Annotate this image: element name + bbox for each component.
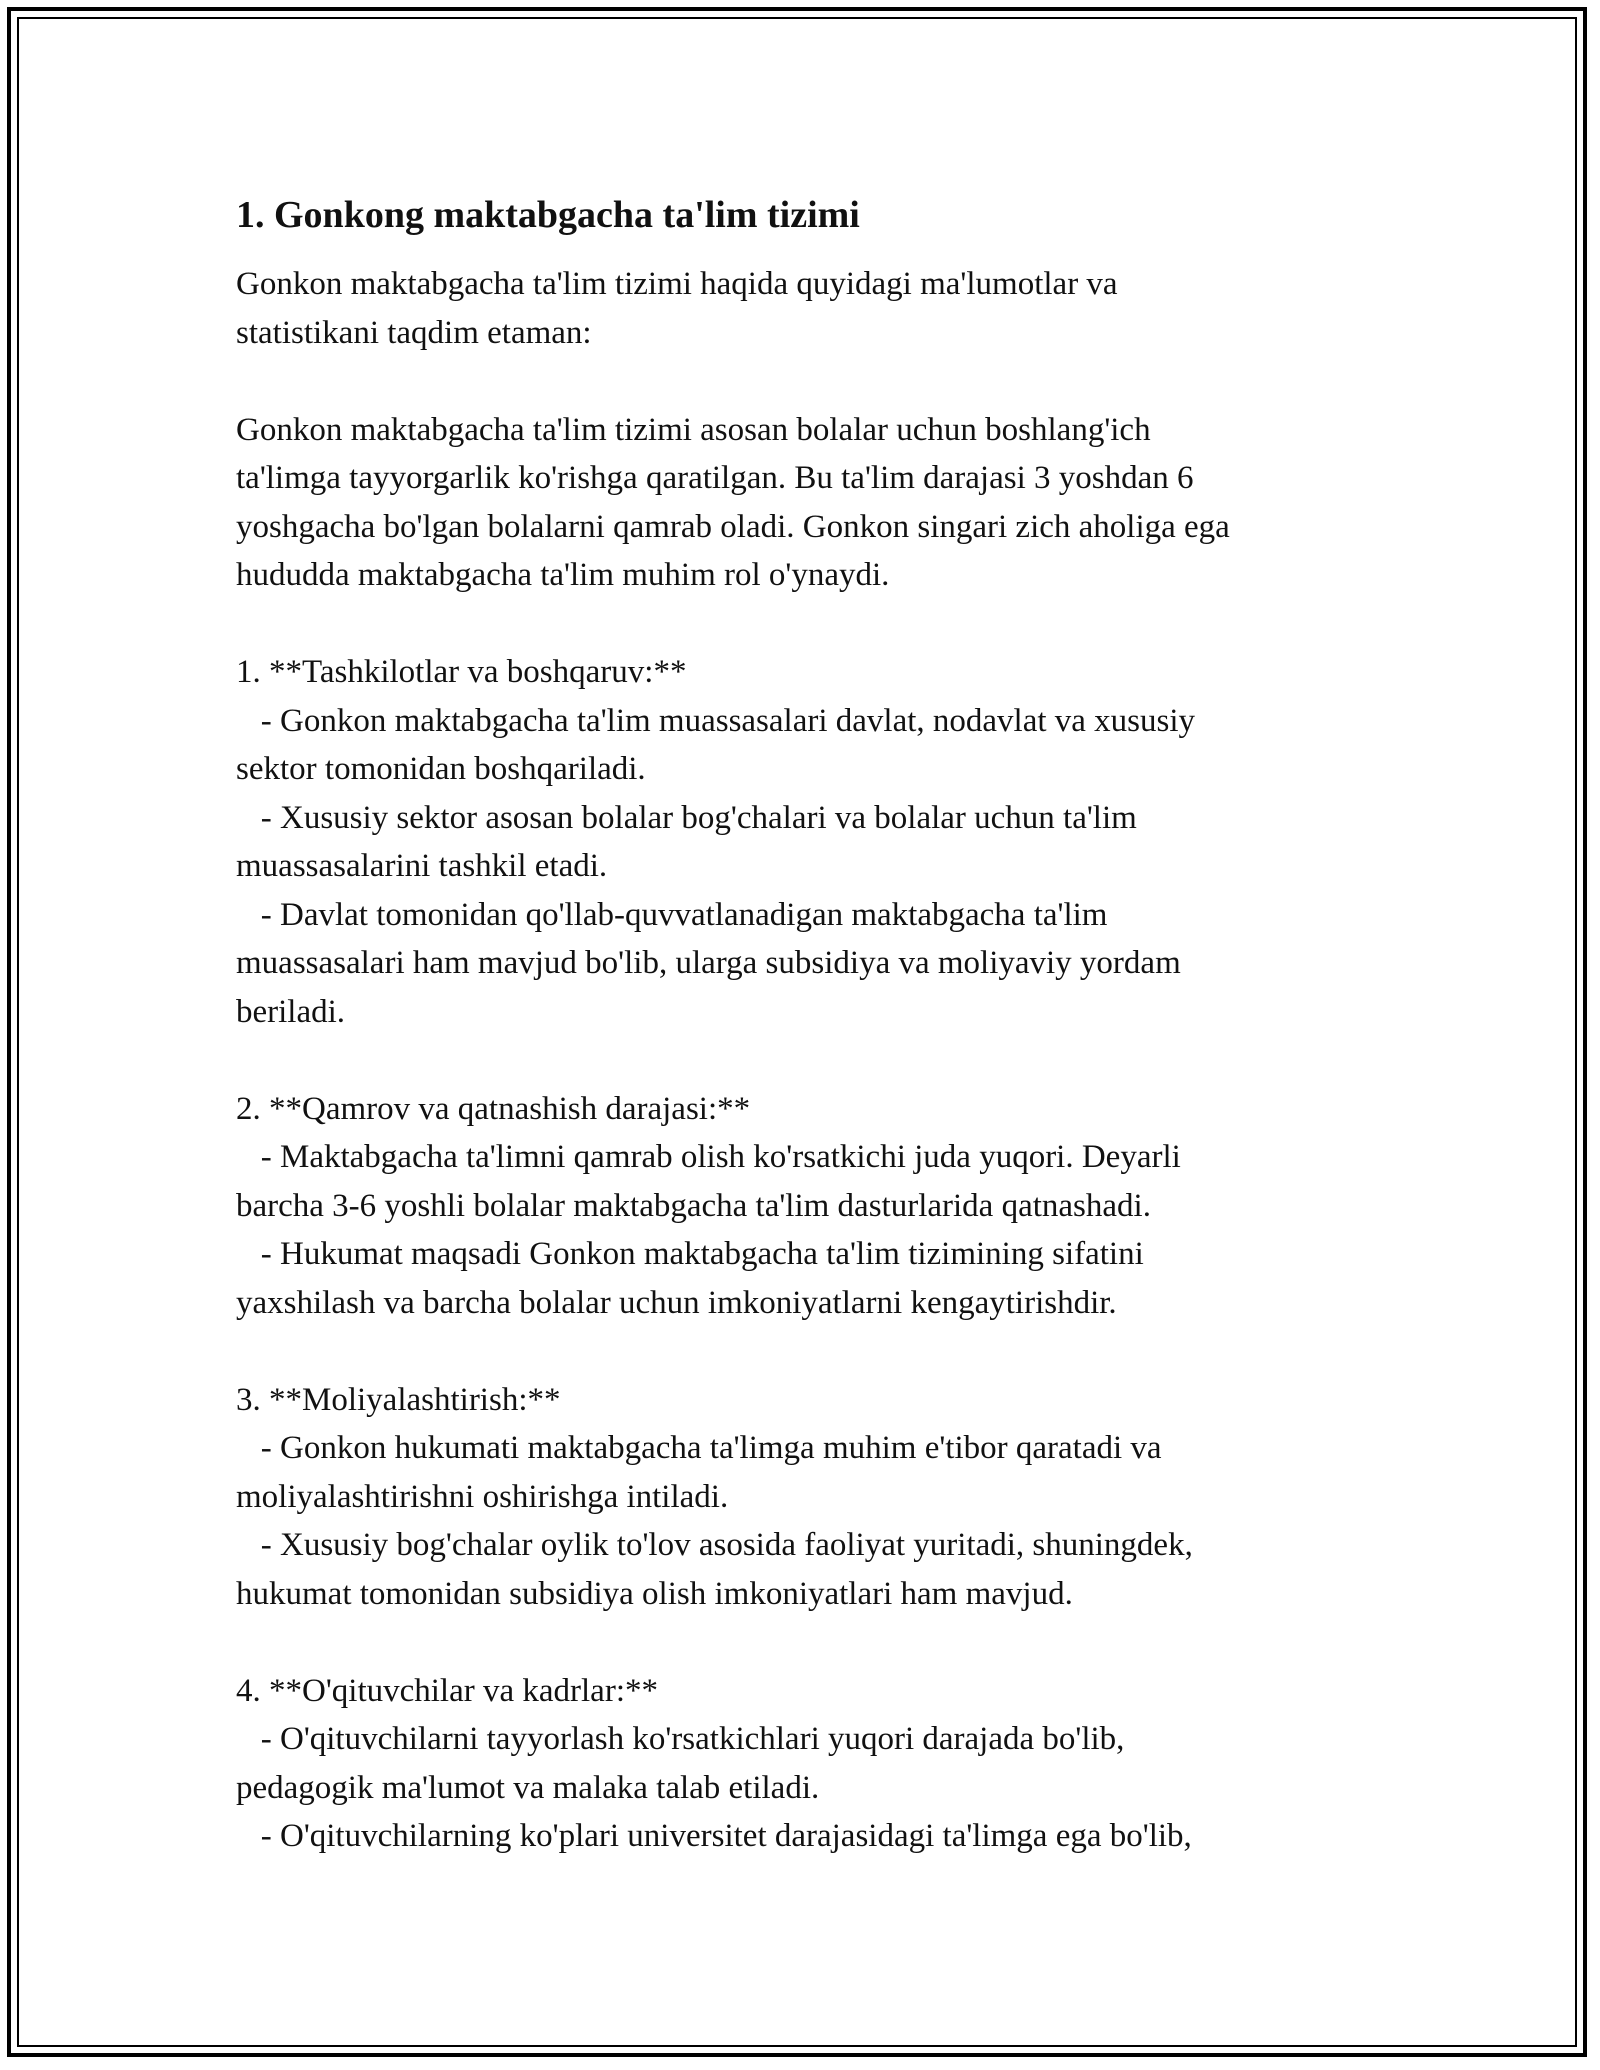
text-line: 4. **O'qituvchilar va kadrlar:** [236, 1672, 658, 1709]
text-line: - Davlat tomonidan qo'llab-quvvatlanadigan maktabgacha ta'lim [236, 896, 1108, 933]
text-line: - Hukumat maqsadi Gonkon maktabgacha ta'lim tizimining sifatini [236, 1236, 1144, 1272]
text-line: muassasalari ham mavjud bo'lib, ularga subsidiya va moliyaviy yordam [236, 945, 1181, 981]
text-line: Gonkon maktabgacha ta'lim tizimi asosan bolalar uchun boshlang'ich [236, 411, 1151, 448]
text-line: - O'qituvchilarning ko'plari universitet darajasidagi ta'limga ega bo'lib, [236, 1818, 1192, 1854]
document-text [236, 260, 1366, 1861]
text-line: 1. **Tashkilotlar va boshqaruv:** [236, 654, 687, 690]
text-line: muassasalarini tashkil etadi. [236, 848, 608, 884]
text-line: 2. **Qamrov va qatnashish darajasi:** [236, 1090, 751, 1127]
text-line: yaxshilash va barcha bolalar uchun imkoniyatlarni kengaytirishdir. [236, 1284, 1117, 1321]
document-heading: 1. Gonkong maktabgacha ta'lim tizimi [236, 194, 860, 236]
text-line: hududda maktabgacha ta'lim muhim rol o'ynaydi. [236, 557, 890, 593]
text-line: - Maktabgacha ta'limni qamrab olish ko'rsatkichi juda yuqori. Deyarli [236, 1139, 1181, 1175]
text-line: Gonkon maktabgacha ta'lim tizimi haqida quyidagi ma'lumotlar va [236, 266, 1118, 302]
document-body [236, 190, 1366, 1861]
text-line: statistikani taqdim etaman: [236, 314, 592, 351]
text-line: - Xususiy sektor asosan bolalar bog'chalari va bolalar uchun ta'lim [236, 799, 1137, 836]
text-line: barcha 3-6 yoshli bolalar maktabgacha ta'lim dasturlarida qatnashadi. [236, 1187, 1151, 1224]
blank-line [236, 600, 1366, 649]
blank-line [236, 1618, 1366, 1667]
text-line: 3. **Moliyalashtirish:** [236, 1381, 561, 1418]
text-line: ta'limga tayyorgarlik ko'rishga qaratilgan. Bu ta'lim darajasi 3 yoshdan 6 [236, 460, 1194, 496]
blank-line [236, 1036, 1366, 1085]
text-line: sektor tomonidan boshqariladi. [236, 751, 646, 787]
text-line: - Gonkon maktabgacha ta'lim muassasalari davlat, nodavlat va xususiy [236, 702, 1196, 739]
text-line: - O'qituvchilarni tayyorlash ko'rsatkichlari yuqori darajada bo'lib, [236, 1721, 1125, 1757]
text-line: - Xususiy bog'chalar oylik to'lov asosida faoliyat yuritadi, shuningdek, [236, 1527, 1193, 1563]
text-line: beriladi. [236, 993, 346, 1030]
text-line: yoshgacha bo'lgan bolalarni qamrab oladi. Gonkon singari zich aholiga ega [236, 508, 1230, 545]
text-line: - Gonkon hukumati maktabgacha ta'limga muhim e'tibor qaratadi va [236, 1430, 1162, 1466]
text-line: moliyalashtirishni oshirishga intiladi. [236, 1478, 729, 1515]
text-line: pedagogik ma'lumot va malaka talab etiladi. [236, 1769, 820, 1806]
blank-line [236, 1327, 1366, 1376]
text-line: hukumat tomonidan subsidiya olish imkoniyatlari ham mavjud. [236, 1575, 1073, 1612]
blank-line [236, 357, 1366, 406]
